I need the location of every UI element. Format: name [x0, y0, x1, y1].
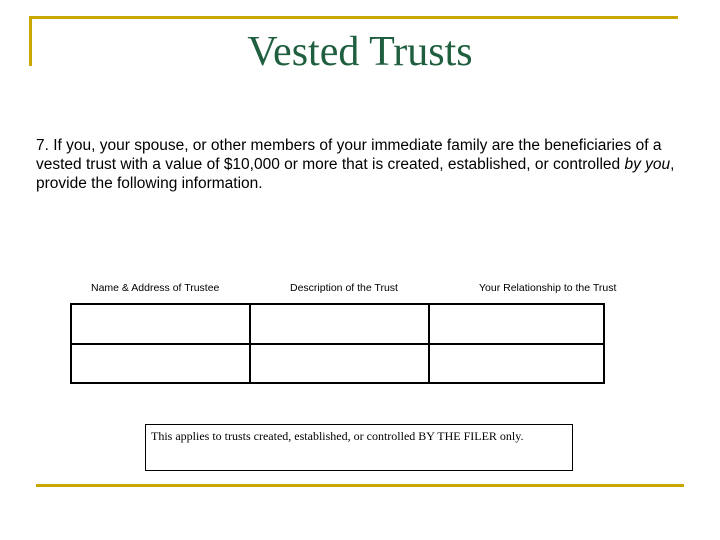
column-header-description: Description of the Trust	[290, 282, 398, 294]
slide-title: Vested Trusts	[247, 29, 473, 75]
question-text-emphasis: by you	[624, 156, 671, 173]
filer-note-text: This applies to trusts created, established, or controlled BY THE FILER only.	[151, 429, 524, 443]
column-header-relationship: Your Relationship to the Trust	[479, 282, 617, 294]
table-row	[71, 344, 604, 384]
table-cell-trustee[interactable]	[71, 304, 250, 344]
question-text-part2: , provide the following information.	[36, 156, 675, 192]
filer-note-box	[145, 424, 573, 471]
table-cell-description[interactable]	[250, 304, 429, 344]
left-decorative-rule	[29, 16, 32, 66]
table-row	[71, 304, 604, 344]
question-text	[36, 136, 676, 193]
table-cell-relationship[interactable]	[429, 304, 604, 344]
table-cell-description[interactable]	[250, 344, 429, 384]
column-header-trustee: Name & Address of Trustee	[91, 282, 220, 294]
table-cell-trustee[interactable]	[71, 344, 250, 384]
table-cell-relationship[interactable]	[429, 344, 604, 384]
question-text-part1: 7. If you, your spouse, or other members of your immediate family are the beneficiaries of a vested trust with a value of $10,000 or more that is created, established, or controlled	[36, 137, 662, 173]
bottom-decorative-rule	[36, 484, 684, 487]
trust-table	[70, 303, 605, 384]
top-decorative-rule	[29, 16, 678, 19]
